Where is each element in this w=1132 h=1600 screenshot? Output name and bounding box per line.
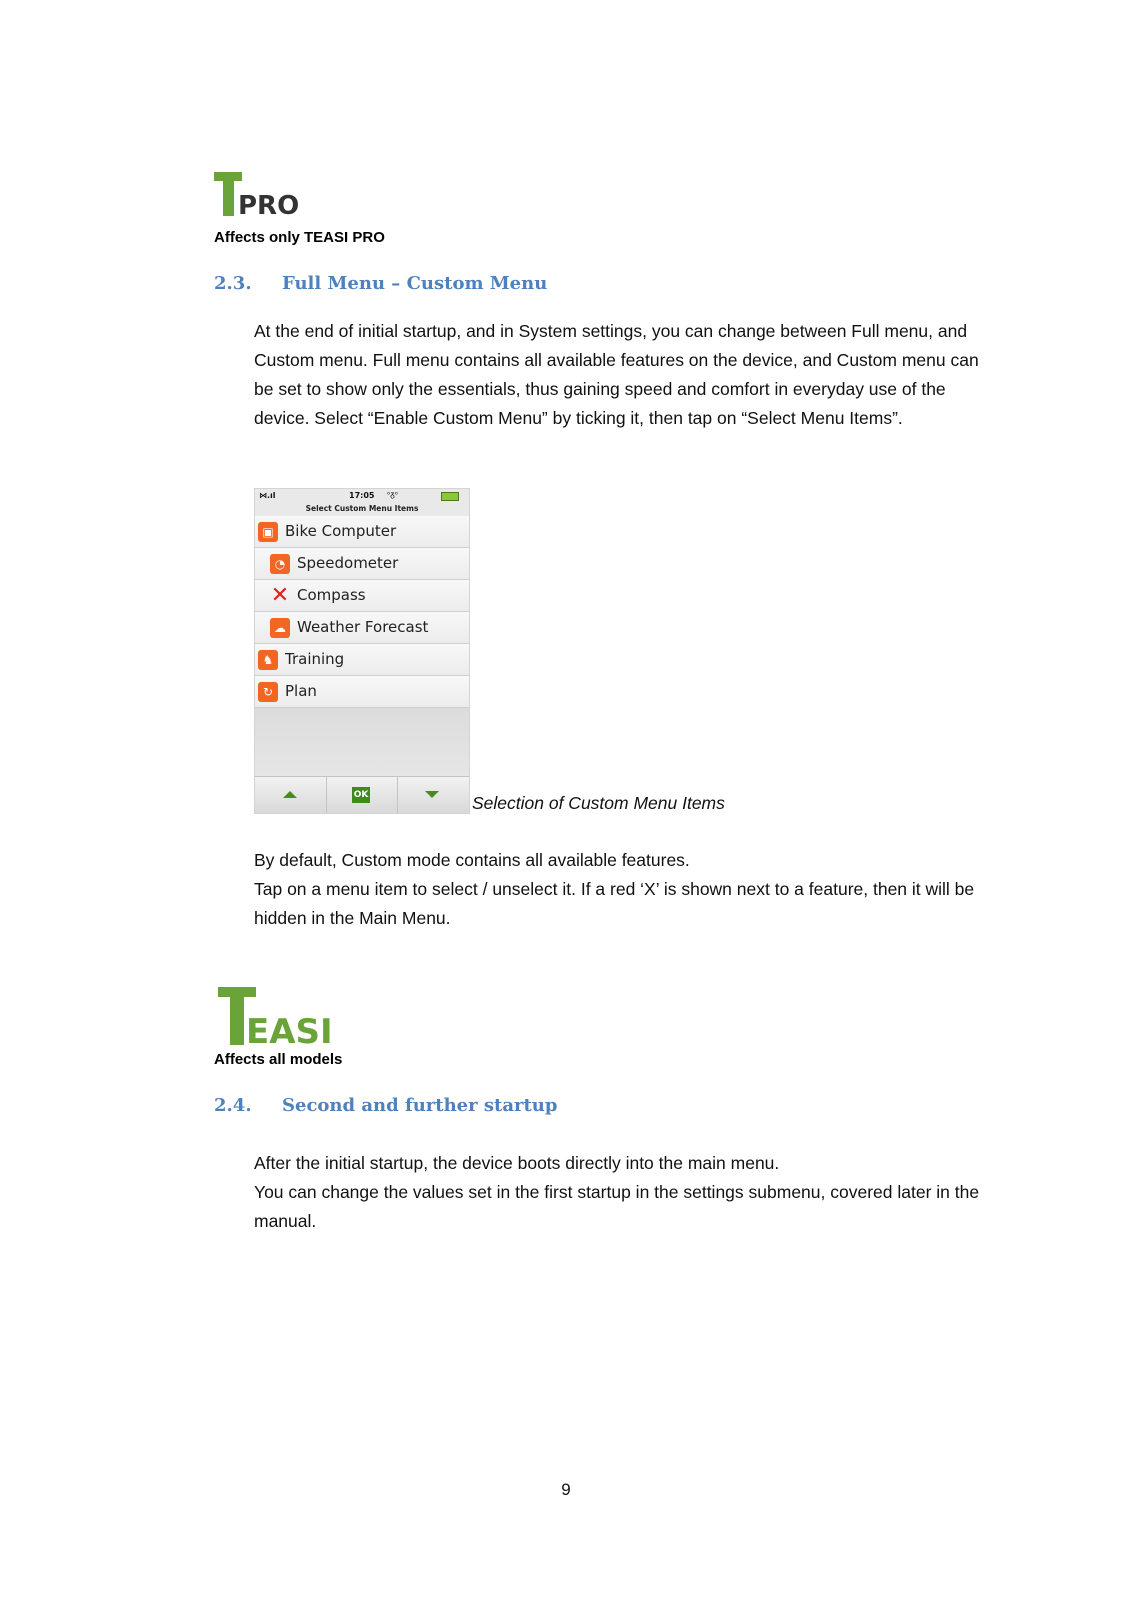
ok-icon: OK — [352, 787, 370, 803]
svg-text:PRO: PRO — [238, 191, 300, 220]
status-time: 17:05 — [349, 491, 375, 500]
menu-item-label: Weather Forecast — [297, 618, 429, 636]
training-icon: ♞ — [258, 650, 278, 670]
startup-text — [254, 1149, 989, 1236]
tpro-logo — [214, 170, 329, 220]
section-number: 2.3. — [214, 273, 252, 294]
menu-item-label: Bike Computer — [285, 522, 397, 540]
menu-item-label: Training — [285, 650, 345, 668]
bike-icon: ᵒᵹᵒ — [387, 490, 399, 499]
intro-paragraph: At the end of initial startup, and in System settings, you can change between Full menu, and Custom menu. Full menu contains all available features on the device, and Custom menu can be set to show only the essentials, thus gaining speed and comfort in everyday use of the device. Select “Enable Custom Menu” by ticking it, then tap on “Select Menu Items”. — [254, 321, 979, 428]
device-screenshot — [254, 488, 470, 814]
menu-item-compass[interactable] — [255, 580, 469, 612]
speedometer-icon: ◔ — [270, 554, 290, 574]
custom-menu-list — [255, 516, 469, 708]
scroll-up-button[interactable] — [255, 777, 327, 814]
menu-item-label: Compass — [297, 586, 366, 604]
startup-line-1: After the initial startup, the device boots directly into the main menu. — [254, 1153, 780, 1173]
scroll-down-button[interactable] — [397, 777, 468, 814]
default-note: By default, Custom mode contains all available features. — [254, 850, 690, 870]
teasi-logo — [216, 985, 336, 1047]
menu-item-label: Plan — [285, 682, 317, 700]
bike-computer-icon: ▣ — [258, 522, 278, 542]
custom-menu-intro — [254, 317, 989, 433]
ok-button[interactable] — [326, 777, 398, 814]
figure-caption: Selection of Custom Menu Items — [472, 793, 725, 813]
section-title: Full Menu – Custom Menu — [282, 273, 548, 294]
startup-line-2: You can change the values set in the first startup in the settings submenu, covered later in the manual. — [254, 1182, 980, 1231]
signal-icon: ⋈.ıl — [259, 491, 276, 500]
section-title: Second and further startup — [282, 1095, 558, 1116]
custom-mode-notes — [254, 846, 999, 933]
arrow-up-icon — [283, 791, 297, 798]
weather-icon: ☁ — [270, 618, 290, 638]
device-button-bar — [255, 776, 469, 814]
red-x-icon: ✕ — [270, 583, 290, 608]
page-number: 9 — [561, 1480, 571, 1499]
menu-item-bike-computer[interactable] — [255, 516, 469, 548]
affects-all-label: Affects all models — [214, 1051, 343, 1068]
device-screen-title: Select Custom Menu Items — [305, 504, 419, 513]
menu-item-training[interactable] — [255, 644, 469, 676]
section-heading-2-3 — [214, 273, 914, 297]
menu-item-weather-forecast[interactable] — [255, 612, 469, 644]
menu-item-plan[interactable] — [255, 676, 469, 708]
select-note: Tap on a menu item to select / unselect it. If a red ‘X’ is shown next to a feature, then it will be hidden in the Main Menu. — [254, 879, 975, 928]
empty-list-area — [255, 708, 469, 776]
menu-item-speedometer[interactable] — [255, 548, 469, 580]
status-bar — [255, 489, 469, 503]
plan-icon: ↻ — [258, 682, 278, 702]
svg-text:EASI: EASI — [246, 1012, 333, 1047]
arrow-down-icon — [425, 791, 439, 798]
battery-icon — [441, 492, 459, 501]
menu-item-label: Speedometer — [297, 554, 399, 572]
section-number: 2.4. — [214, 1095, 252, 1116]
section-heading-2-4 — [214, 1095, 914, 1119]
affects-pro-label: Affects only TEASI PRO — [214, 229, 385, 246]
